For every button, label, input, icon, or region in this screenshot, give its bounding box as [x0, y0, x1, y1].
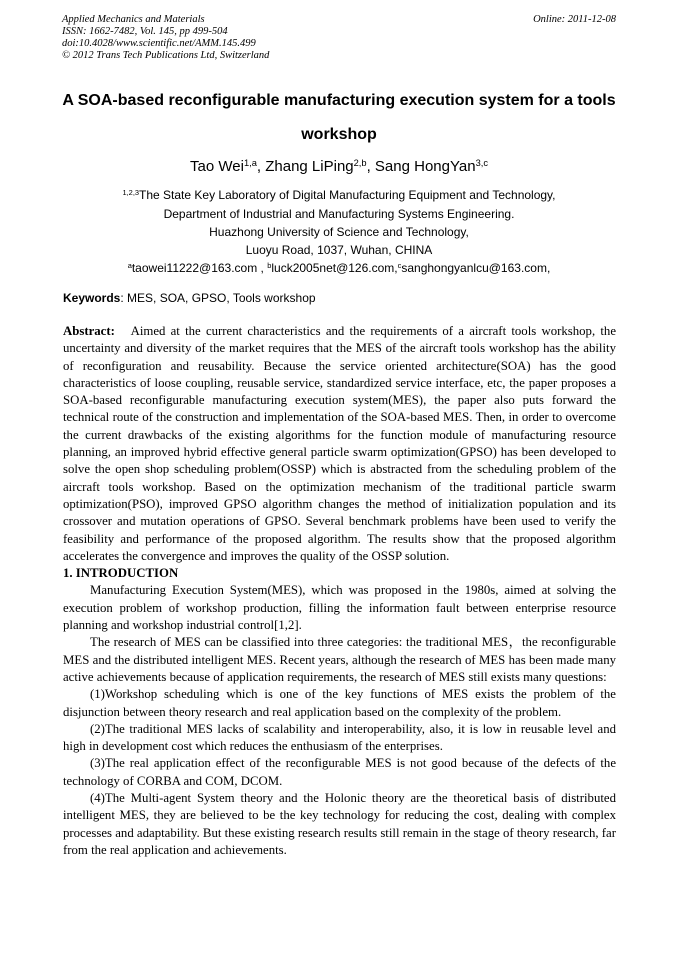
email-sup: c: [397, 260, 402, 270]
paragraph: Manufacturing Execution System(MES), which was proposed in the 1980s, aimed at solving the execution problem of workshop production, filling the information fault between enterprise resource planning and workshop industrial control[1,2].: [63, 583, 616, 633]
author-sup: 2,b: [353, 157, 367, 168]
email-line: [0, 261, 678, 276]
keywords-text: : MES, SOA, GPSO, Tools workshop: [120, 291, 316, 305]
paragraph: (3)The real application effect of the reconfigurable MES is not good because of the defects of the technology of CORBA and COM, DCOM.: [63, 756, 616, 788]
paragraph: The research of MES can be classified into three categories: the traditional MES，the reconfigurable MES and the distributed intelligent MES. Recent years, although the research of MES has been made many active achievements because of application requirements, the research of MES still exists many questions:: [63, 635, 616, 684]
author-list: [0, 157, 678, 177]
author-name: Tao Wei: [190, 158, 244, 175]
paragraph: (2)The traditional MES lacks of scalability and interoperability, also, it is low in reusable level and high in development cost which reduces the enthusiasm of the enterprises.: [63, 721, 616, 754]
affiliation-text: The State Key Laboratory of Digital Manufacturing Equipment and Technology,: [139, 188, 556, 202]
doi-line: doi:10.4028/www.scientific.net/AMM.145.499: [62, 38, 256, 49]
copyright-line: © 2012 Trans Tech Publications Ltd, Switzerland: [62, 50, 270, 61]
email-b: luck2005net@126.com,: [271, 261, 398, 275]
paper-title-line-1: A SOA-based reconfigurable manufacturing execution system for a tools: [62, 92, 616, 109]
body-text: [63, 323, 616, 859]
author-sep: ,: [366, 158, 375, 175]
paper-title-line-2: workshop: [301, 126, 377, 143]
author-sup: 1,a: [243, 157, 257, 168]
affiliation-line-3: Huazhong University of Science and Technology,: [209, 225, 469, 239]
email-sup: b: [267, 260, 272, 270]
email-sup: a: [127, 260, 132, 270]
abstract: [63, 323, 616, 565]
affiliation-line-4: Luoyu Road, 1037, Wuhan, CHINA: [245, 243, 433, 257]
author-sup: 3,c: [475, 157, 488, 168]
affiliation-line-1: [0, 188, 678, 203]
affiliation-sup: 1,2,3: [122, 187, 140, 197]
section-heading: 1. INTRODUCTION: [63, 566, 179, 581]
journal-name: Applied Mechanics and Materials: [62, 14, 205, 25]
email-a: taowei11222@163.com ,: [131, 261, 268, 275]
author-name: Sang HongYan: [374, 158, 476, 175]
abstract-text: Aimed at the current characteristics and the requirements of a aircraft tools workshop, the uncertainty and diversity of the market requires that the MES of the aircraft tools workshop has the ability of reconfiguration and reusability. Because the service oriented architecture(SOA) has the good characteristics of loose coupling, reusable service, standardized service interface, etc, the paper proposes a SOA-based reconfigurable manufacturing execution system(MES), the paper also puts forward the technical route of the construction and implementation of the SOA-based MES. Then, in order to overcome the current drawbacks of the existing algorithms for the function module of manufacturing resource planning, an improved hybrid effective general particle swarm optimization(GPSO) has been developed to solve the open shop scheduling problem(OSSP) which is abstracted from the scheduling problem of the aircraft tools workshop. Based on the optimization mechanism of the traditional particle swarm optimization(PSO), improved GPSO algorithm changes the method of initialization population and its crossover and mutation operations of GPSO. Several benchmark problems have been used to verify the feasibility and performance of the proposed algorithm. The results show that the proposed algorithm accelerates the convergence and improves the quality of the OSSP solution.: [63, 324, 616, 563]
email-c: sanghongyanlcu@163.com,: [401, 261, 551, 275]
affiliation-line-2: Department of Industrial and Manufacturing Systems Engineering.: [163, 207, 515, 221]
online-date: Online: 2011-12-08: [533, 14, 616, 25]
abstract-label: Abstract:: [63, 324, 115, 338]
paragraph: (1)Workshop scheduling which is one of the key functions of MES exists the problem of the disjunction between theory research and real application based on the complexity of the problem.: [63, 687, 616, 719]
journal-header: [62, 14, 616, 62]
keywords-label: Keywords: [63, 291, 121, 305]
paragraph: (4)The Multi-agent System theory and the Holonic theory are the theoretical basis of distributed intelligent MES, they are believed to be the key technology for reducing the cost, dealing with complex processes and adaptability. But these existing research results still remain in the stage of theory research, far from the real application and achievements.: [63, 791, 616, 857]
keywords: [63, 291, 616, 306]
author-name: Zhang LiPing: [265, 158, 354, 175]
issn-line: ISSN: 1662-7482, Vol. 145, pp 499-504: [62, 26, 228, 37]
author-sep: ,: [256, 158, 266, 175]
